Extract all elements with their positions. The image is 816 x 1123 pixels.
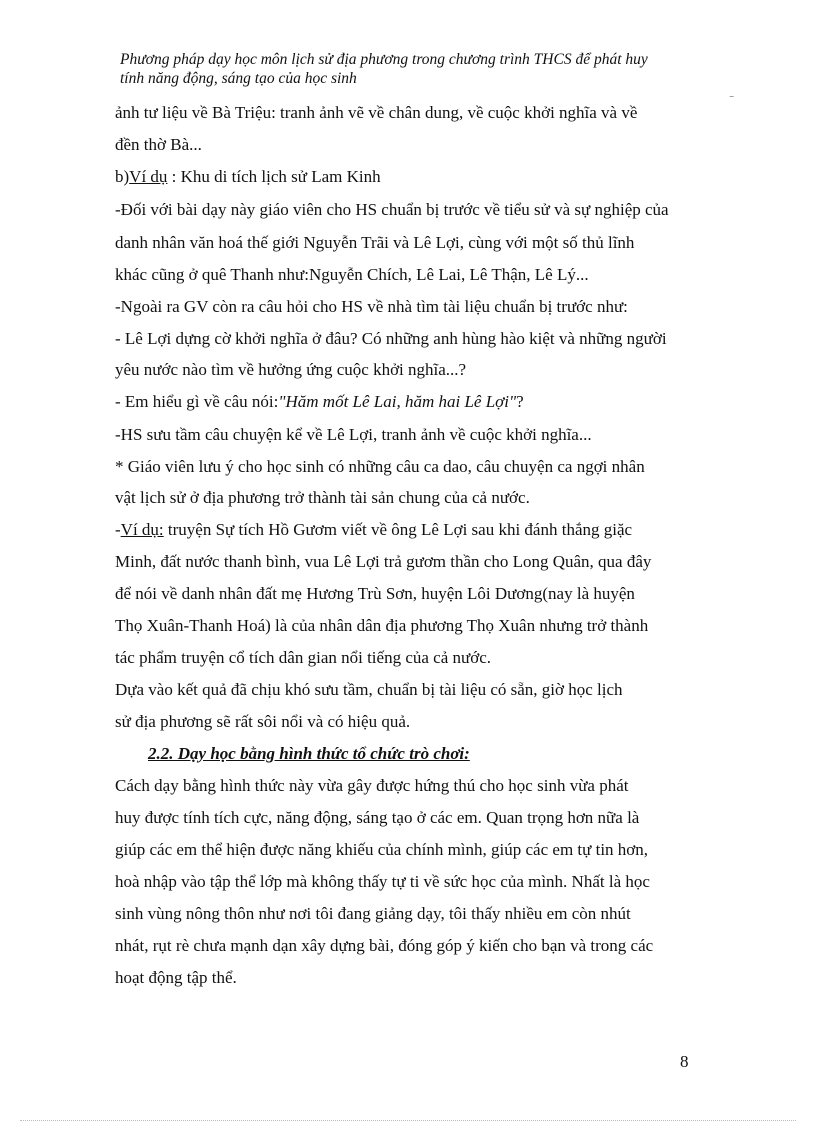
body-line: Thọ Xuân-Thanh Hoá) là của nhân dân địa phương Thọ Xuân nhưng trở thành <box>115 616 649 635</box>
body-line: sử địa phương sẽ rất sôi nổi và có hiệu quả. <box>115 712 411 731</box>
body-line: yêu nước nào tìm về hưởng ứng cuộc khởi nghĩa...? <box>115 360 467 379</box>
text: : Khu di tích lịch sử Lam Kinh <box>167 167 381 186</box>
body-line: hoà nhập vào tập thể lớp mà không thấy tự ti về sức học của mình. Nhất là học <box>115 872 650 891</box>
text: - Em hiểu gì về câu nói: <box>115 392 279 411</box>
quote-line <box>115 392 524 412</box>
body-line: Minh, đất nước thanh bình, vua Lê Lợi trả gươm thần cho Long Quân, qua đây <box>115 552 652 571</box>
body-line: hoạt động tập thể. <box>115 968 237 987</box>
body-line: -Đối với bài dạy này giáo viên cho HS chuẩn bị trước về tiểu sử và sự nghiệp của <box>115 200 669 219</box>
example-label-line <box>115 520 632 540</box>
body-line: * Giáo viên lưu ý cho học sinh có những câu ca dao, câu chuyện ca ngợi nhân <box>115 457 645 476</box>
page-number: 8 <box>680 1052 689 1071</box>
text: ? <box>516 392 524 411</box>
body-line: -HS sưu tầm câu chuyện kể về Lê Lợi, tranh ảnh về cuộc khởi nghĩa... <box>115 425 592 444</box>
text: - <box>115 520 121 539</box>
body-line: ảnh tư liệu về Bà Triệu: tranh ảnh vẽ về chân dung, về cuộc khởi nghĩa và về <box>115 103 638 122</box>
body-line: giúp các em thể hiện được năng khiếu của chính mình, giúp các em tự tin hơn, <box>115 840 649 859</box>
header-line-2: tính năng động, sáng tạo của học sinh <box>120 70 357 87</box>
body-line: sinh vùng nông thôn như nơi tôi đang giảng dạy, tôi thấy nhiều em còn nhút <box>115 904 631 923</box>
example-label: Ví dụ <box>129 167 168 186</box>
section-heading: 2.2. Dạy học bằng hình thức tổ chức trò chơi: <box>148 744 470 763</box>
body-line: đền thờ Bà... <box>115 135 202 154</box>
example-label: Ví dụ: <box>120 520 164 539</box>
header-line-1: Phương pháp dạy học môn lịch sử địa phương trong chương trình THCS để phát huy <box>120 51 648 68</box>
body-line: vật lịch sử ở địa phương trở thành tài sản chung của cả nước. <box>115 488 530 507</box>
running-header <box>120 50 730 88</box>
body-line: huy được tính tích cực, năng động, sáng tạo ở các em. Quan trọng hơn nữa là <box>115 808 640 827</box>
quote: "Hăm mốt Lê Lai, hăm hai Lê Lợi" <box>278 392 517 411</box>
margin-mark: ‾ <box>730 97 734 108</box>
text: b) <box>115 167 130 186</box>
body-line: nhát, rụt rè chưa mạnh dạn xây dựng bài, đóng góp ý kiến cho bạn và trong các <box>115 936 654 955</box>
bottom-divider <box>20 1120 796 1121</box>
body-line: Cách dạy bằng hình thức này vừa gây được hứng thú cho học sinh vừa phát <box>115 776 629 795</box>
body-line: -Ngoài ra GV còn ra câu hỏi cho HS về nhà tìm tài liệu chuẩn bị trước như: <box>115 297 628 316</box>
body-line: Dựa vào kết quả đã chịu khó sưu tầm, chuẩn bị tài liệu có sẵn, giờ học lịch <box>115 680 623 699</box>
body-line: - Lê Lợi dựng cờ khởi nghĩa ở đâu? Có những anh hùng hào kiệt và những người <box>115 329 667 348</box>
text: truyện Sự tích Hồ Gươm viết về ông Lê Lợi sau khi đánh thắng giặc <box>163 520 633 539</box>
body-line: để nói về danh nhân đất mẹ Hương Trù Sơn, huyện Lôi Dương(nay là huyện <box>115 584 635 603</box>
example-label-line <box>115 167 381 187</box>
body-line: tác phẩm truyện cổ tích dân gian nổi tiếng của cả nước. <box>115 648 492 667</box>
body-line: danh nhân văn hoá thế giới Nguyễn Trãi và Lê Lợi, cùng với một số thủ lĩnh <box>115 233 635 252</box>
body-line: khác cũng ở quê Thanh như:Nguyễn Chích, Lê Lai, Lê Thận, Lê Lý... <box>115 265 589 284</box>
